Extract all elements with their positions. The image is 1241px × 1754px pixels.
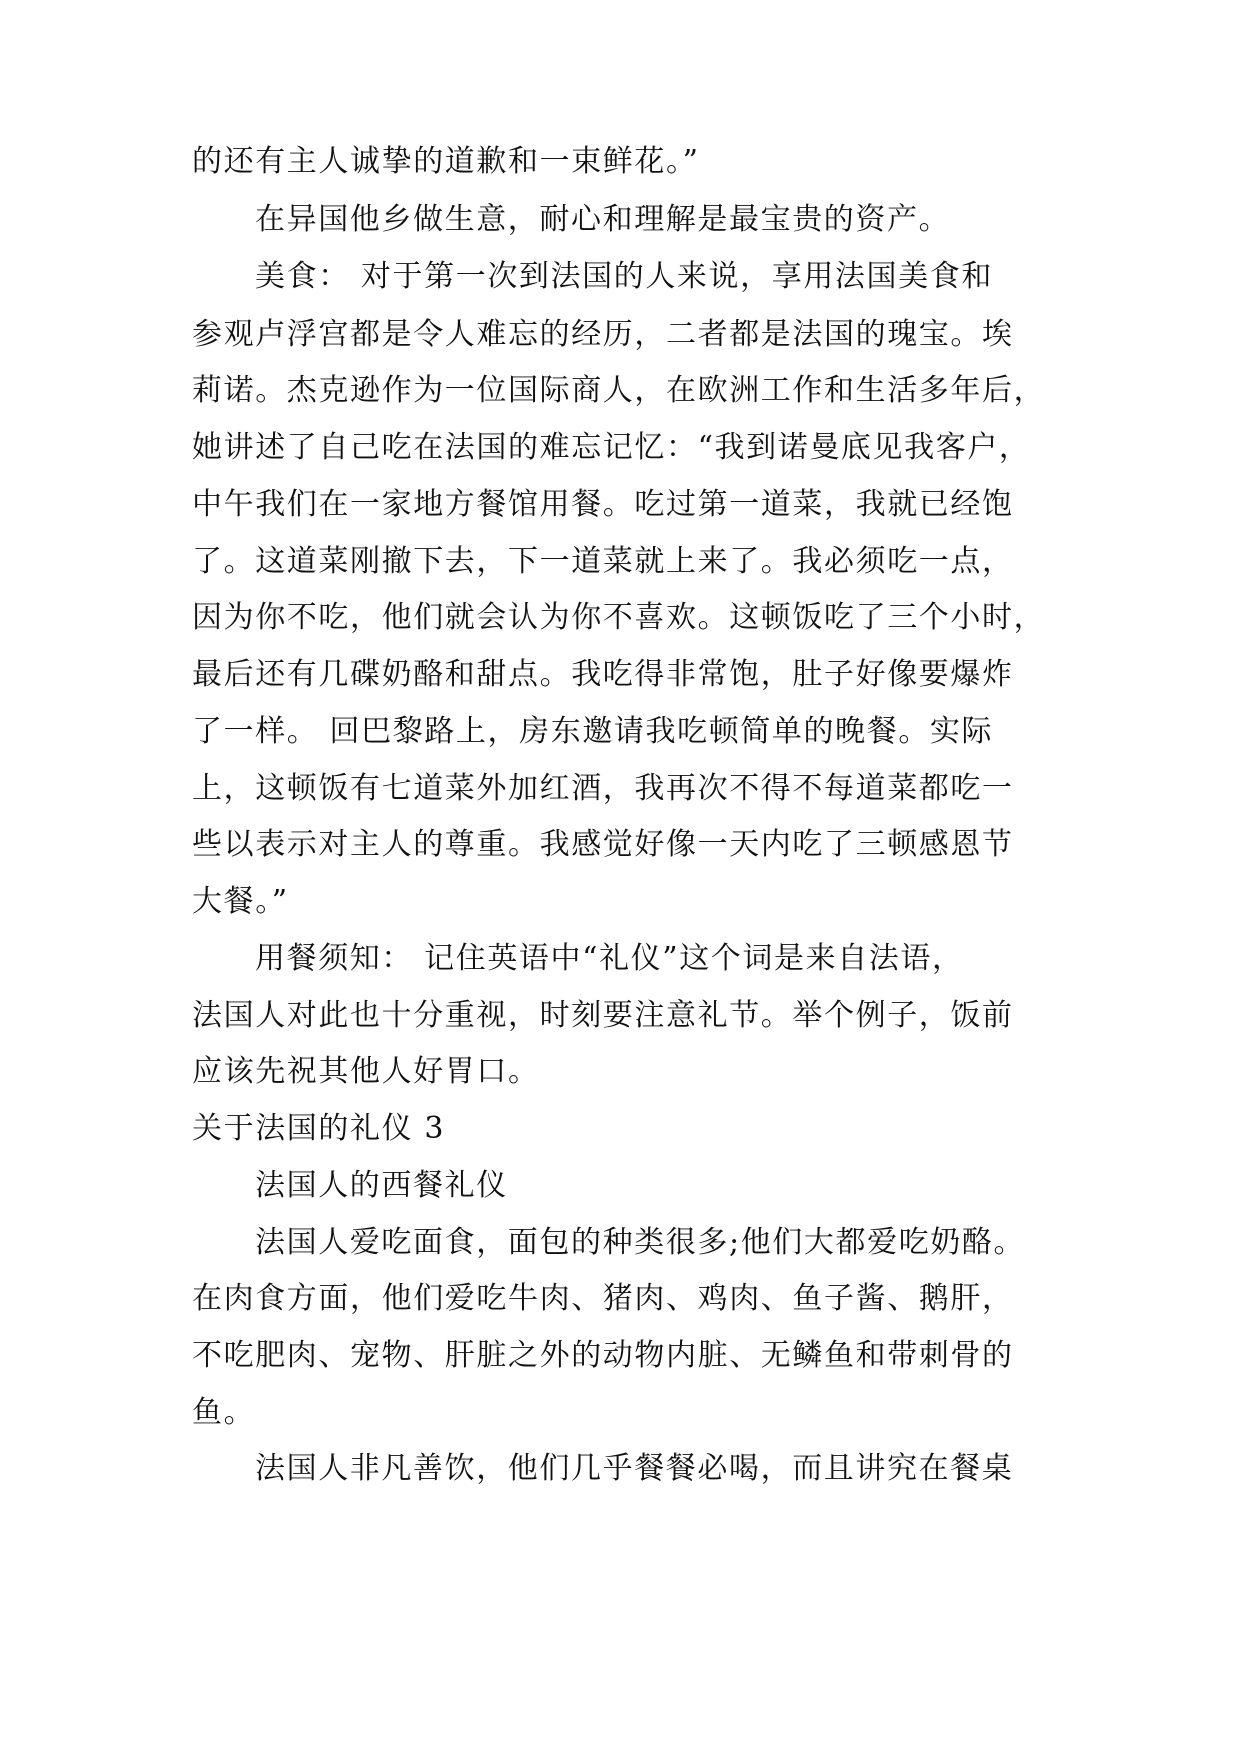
text-line: 最后还有几碟奶酪和甜点。我吃得非常饱，肚子好像要爆炸 <box>192 657 1014 692</box>
text-line: 大餐。” <box>192 884 289 919</box>
text-line: 参观卢浮宫都是令人难忘的经历，二者都是法国的瑰宝。埃 <box>192 317 1014 352</box>
text-line: 用餐须知： 记住英语中“礼仪”这个词是来自法语， <box>255 941 964 976</box>
text-line: 美食： 对于第一次到法国的人来说，享用法国美食和 <box>255 259 993 294</box>
text-line: 上，这顿饭有七道菜外加红酒，我再次不得不每道菜都吃一 <box>192 771 1014 806</box>
text-line: 应该先祝其他人好胃口。 <box>192 1054 540 1089</box>
text-line: 莉诺。杰克逊作为一位国际商人，在欧洲工作和生活多年后， <box>192 373 1046 408</box>
subheading: 法国人的西餐礼仪 <box>255 1168 508 1203</box>
text-line: 法国人对此也十分重视，时刻要注意礼节。举个例子，饭前 <box>192 998 1014 1033</box>
text-line: 在异国他乡做生意，耐心和理解是最宝贵的资产。 <box>255 202 951 237</box>
text-line: 的还有主人诚挚的道歉和一束鲜花。” <box>192 144 700 179</box>
text-line: 些以表示对主人的尊重。我感觉好像一天内吃了三顿感恩节 <box>192 827 1014 862</box>
text-line: 法国人非凡善饮，他们几乎餐餐必喝，而且讲究在餐桌 <box>255 1451 1014 1486</box>
text-line: 法国人爱吃面食，面包的种类很多;他们大都爱吃奶酪。 <box>255 1225 1026 1260</box>
text-line: 她讲述了自己吃在法国的难忘记忆：“我到诺曼底见我客户， <box>192 430 1031 465</box>
text-line: 因为你不吃，他们就会认为你不喜欢。这顿饭吃了三个小时， <box>192 600 1046 635</box>
text-line: 中午我们在一家地方餐馆用餐。吃过第一道菜，我就已经饱 <box>192 487 1014 522</box>
section-heading: 关于法国的礼仪 3 <box>192 1111 446 1146</box>
text-line: 了一样。 回巴黎路上，房东邀请我吃顿简单的晚餐。实际 <box>192 714 994 749</box>
text-line: 了。这道菜刚撤下去，下一道菜就上来了。我必须吃一点， <box>192 544 1014 579</box>
text-line: 鱼。 <box>192 1395 256 1430</box>
text-line: 在肉食方面，他们爱吃牛肉、猪肉、鸡肉、鱼子酱、鹅肝， <box>192 1281 1014 1316</box>
text-line: 不吃肥肉、宠物、肝脏之外的动物内脏、无鳞鱼和带刺骨的 <box>192 1338 1014 1373</box>
